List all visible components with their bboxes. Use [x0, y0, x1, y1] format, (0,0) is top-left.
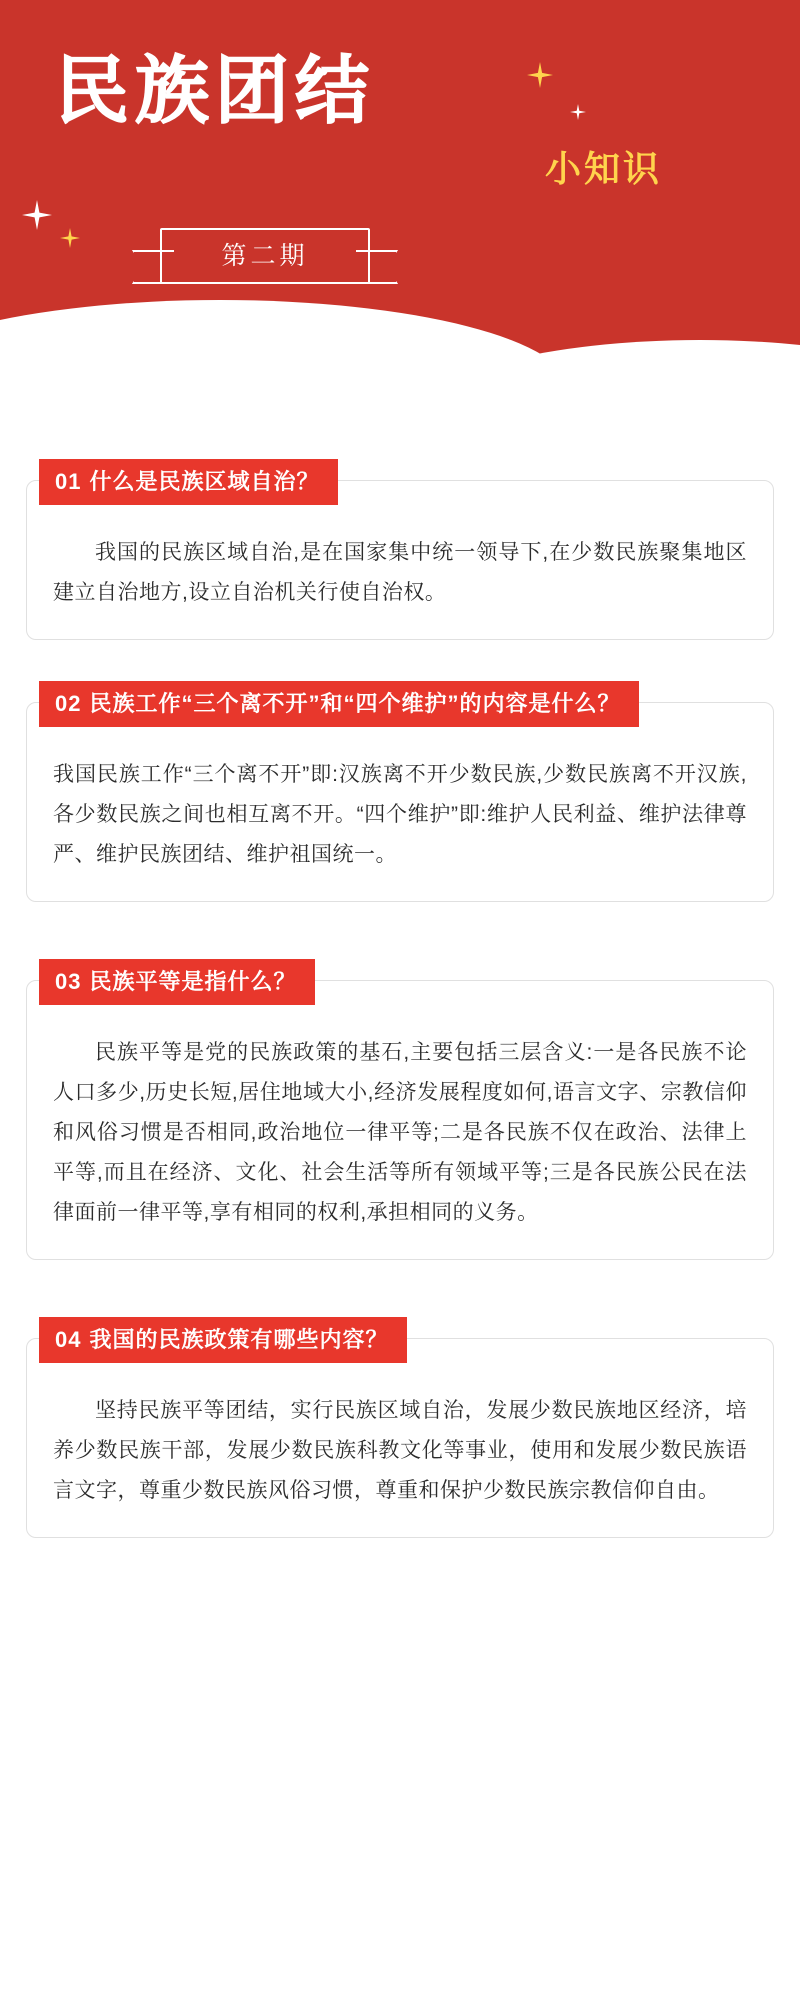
- qa-question: 民族平等是指什么？: [89, 969, 297, 994]
- qa-number: 02: [55, 691, 82, 716]
- qa-card: [26, 1327, 774, 1538]
- qa-number: 01: [55, 469, 82, 494]
- qa-card: [26, 691, 774, 902]
- issue-label: 第二期: [221, 242, 309, 270]
- qa-answer: 坚持民族平等团结，实行民族区域自治，发展少数民族地区经济，培养少数民族干部，发展少数民族科教文化等事业，使用和发展少数民族语言文字，尊重少数民族风俗习惯，尊重和保护少数民族宗教信仰自由。: [53, 1399, 747, 1502]
- qa-item-03: [26, 969, 774, 1260]
- page-subtitle: 小知识: [545, 148, 663, 189]
- qa-question: 我国的民族政策有哪些内容？: [89, 1327, 389, 1352]
- qa-heading: [39, 459, 338, 505]
- qa-card: [26, 969, 774, 1260]
- qa-card: [26, 469, 774, 640]
- qa-item-01: [26, 469, 774, 640]
- qa-question: 什么是民族区域自治？: [89, 469, 320, 494]
- qa-item-04: [26, 1327, 774, 1538]
- qa-answer: 民族平等是党的民族政策的基石,主要包括三层含义:一是各民族不论人口多少,历史长短,居住地域大小,经济发展程度如何,语言文字、宗教信仰和风俗习惯是否相同,政治地位一律平等;二是各民族不仅在政治、法律上平等,而且在经济、文化、社会生活等所有领域平等;三是各民族公民在法律面前一律平等,享有相同的权利,承担相同的义务。: [53, 1041, 747, 1224]
- qa-heading: [39, 959, 315, 1005]
- qa-heading: [39, 681, 639, 727]
- qa-answer: 我国民族工作“三个离不开”即:汉族离不开少数民族,少数民族离不开汉族,各少数民族之间也相互离不开。“四个维护”即:维护人民利益、维护法律尊严、维护民族团结、维护祖国统一。: [53, 763, 747, 866]
- qa-number: 03: [55, 969, 82, 994]
- qa-list: [0, 469, 800, 1538]
- issue-ribbon: [140, 228, 390, 290]
- qa-question: 民族工作“三个离不开”和“四个维护”的内容是什么？: [89, 691, 621, 716]
- qa-heading: [39, 1317, 407, 1363]
- page-title: 民族团结: [55, 49, 375, 132]
- qa-answer: 我国的民族区域自治,是在国家集中统一领导下,在少数民族聚集地区建立自治地方,设立自治机关行使自治权。: [53, 541, 747, 604]
- hero-banner: [0, 0, 800, 420]
- qa-item-02: [26, 691, 774, 902]
- wave-mask: [0, 418, 800, 420]
- qa-number: 04: [55, 1327, 82, 1352]
